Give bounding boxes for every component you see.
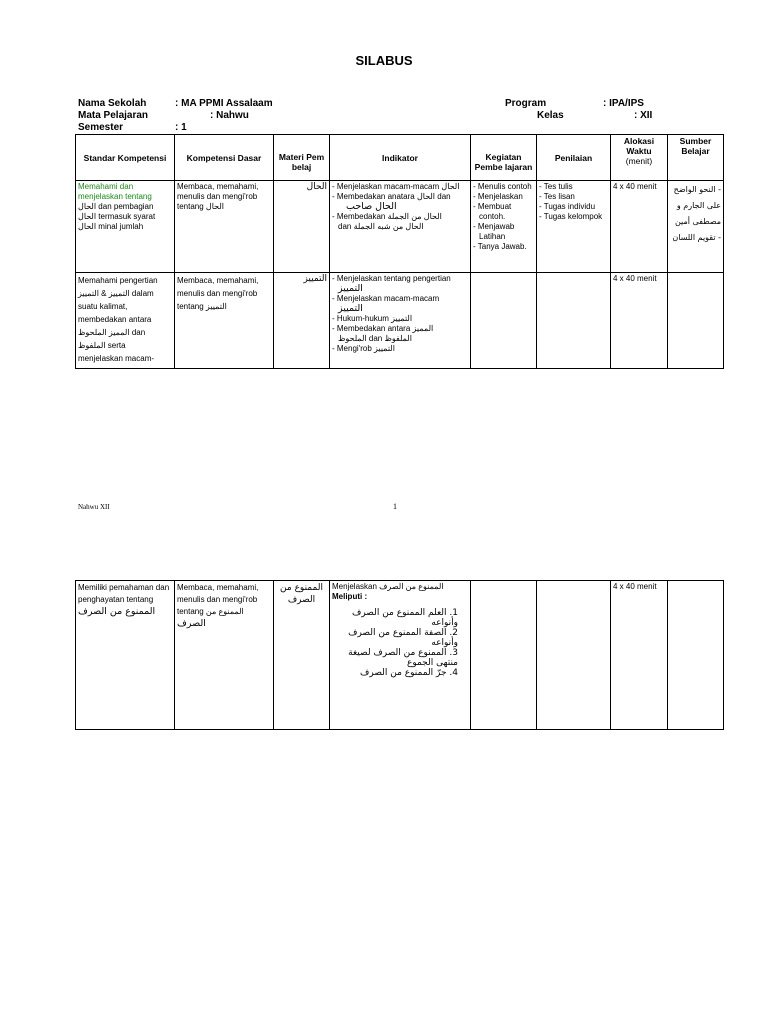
- table-row: [76, 581, 724, 730]
- sumber-line: - النحو الواضح: [673, 185, 721, 194]
- class-value: : XII: [634, 110, 653, 121]
- kegiatan-line: - Tanya Jawab.: [473, 242, 527, 251]
- school-label: Nama Sekolah: [78, 98, 147, 109]
- cell-kegiatan: [471, 181, 537, 273]
- kd-line: tentang التمييز: [177, 302, 227, 311]
- sk-line: المميز الملحوظ dan: [78, 328, 146, 337]
- cell-sumber: [668, 273, 724, 369]
- kd-line: Membaca, memahami,: [177, 583, 259, 592]
- cell-sk: [76, 181, 175, 273]
- cell-penilaian: [537, 581, 611, 730]
- sk-line: التمييز & التمييز dalam: [78, 289, 154, 298]
- table-header-row: [76, 135, 724, 181]
- sk-line: membedakan antara: [78, 315, 152, 324]
- sk-line: menjelaskan macam-: [78, 354, 155, 363]
- cell-sumber: [668, 181, 724, 273]
- subject-label: Mata Pelajaran: [78, 110, 149, 121]
- cell-alokasi: 4 x 40 menit: [611, 581, 668, 730]
- sk-line: Memiliki pemahaman dan: [78, 583, 170, 592]
- sk-line: الحال termasuk syarat: [78, 212, 156, 221]
- header-materi: Materi Pem belaj: [274, 135, 330, 181]
- sk-line: الحال minal jumlah: [78, 222, 144, 231]
- cell-sk: [76, 273, 175, 369]
- materi-line: الصرف: [287, 595, 316, 605]
- cell-kd: [175, 273, 274, 369]
- cell-indikator: [330, 273, 471, 369]
- sumber-line: على الجارم و: [676, 201, 721, 210]
- kegiatan-line: - Menjelaskan: [473, 192, 523, 201]
- cell-materi: الحال: [274, 181, 330, 273]
- indikator-line: 1. العلم الممنوع من الصرف وأنواعه: [352, 608, 458, 628]
- kegiatan-line: contoh.: [479, 212, 506, 221]
- sk-line: penghayatan tentang: [78, 595, 154, 604]
- document-title: SILABUS: [355, 53, 413, 68]
- indikator-line: الحال صاحب: [346, 201, 397, 212]
- sk-line: الممنوع من الصرف: [78, 606, 156, 617]
- sumber-line: - تقويم اللسان: [672, 233, 721, 242]
- kegiatan-line: - Membuat: [473, 202, 512, 211]
- header-sumber: Sumber Belajar: [668, 135, 724, 181]
- cell-materi: التمييز: [274, 273, 330, 369]
- sk-line: الملفوظ serta: [78, 341, 126, 350]
- header-alokasi-label: Alokasi Waktu: [623, 136, 655, 156]
- indikator-line: - Membedakan antara المميز: [332, 324, 434, 333]
- header-standar-kompetensi: Standar Kompetensi: [76, 135, 175, 181]
- kd-line: tentang الحال: [177, 202, 224, 211]
- page-number: 1: [393, 502, 397, 511]
- kd-line: tentang الممنوع من: [177, 607, 244, 616]
- kegiatan-line: - Menjawab: [473, 222, 515, 231]
- cell-kd: [175, 581, 274, 730]
- sumber-line: مصطفى أمين: [674, 217, 721, 226]
- class-label: Kelas: [537, 110, 564, 121]
- kd-line: الصرف: [177, 618, 206, 629]
- penilaian-line: - Tugas kelompok: [539, 212, 603, 221]
- penilaian-line: - Tes tulis: [539, 182, 573, 191]
- indikator-line: 4. جرّ الممنوع من الصرف: [360, 668, 458, 678]
- header-kegiatan: Kegiatan Pembe lajaran: [471, 135, 537, 181]
- cell-indikator: [330, 581, 471, 730]
- cell-penilaian: [537, 181, 611, 273]
- cell-alokasi: 4 x 40 menit: [611, 181, 668, 273]
- indikator-line: - Hukum-hukum التمييز: [332, 314, 413, 323]
- kd-line: menulis dan mengi'rob: [177, 192, 258, 201]
- syllabus-table: [75, 134, 724, 369]
- program-label: Program: [505, 98, 547, 109]
- kd-line: Membaca, memahami,: [177, 276, 259, 285]
- cell-sk: [76, 581, 175, 730]
- indikator-line: التمييز: [338, 303, 363, 314]
- indikator-line: Meliputi :: [332, 592, 368, 601]
- program-value: : IPA/IPS: [603, 98, 644, 109]
- kd-line: Membaca, memahami,: [177, 182, 259, 191]
- indikator-line: التمييز: [338, 283, 363, 294]
- indikator-line: 3. الممنوع من الصرف لصيغة منتهى الجموع: [348, 648, 458, 668]
- kd-line: menulis dan mengi'rob: [177, 289, 258, 298]
- indikator-line: - Menjelaskan tentang pengertian: [332, 274, 451, 283]
- sk-line: Memahami pengertian: [78, 276, 158, 285]
- indikator-line: - Menjelaskan macam-macam: [332, 294, 440, 303]
- indikator-line: Menjelaskan الممنوع من الصرف: [332, 582, 444, 591]
- footer-label: Nahwu XII: [78, 503, 110, 511]
- cell-sumber: [668, 581, 724, 730]
- table-row: [76, 181, 724, 273]
- kegiatan-line: - Menulis contoh: [473, 182, 532, 191]
- header-indikator: Indikator: [330, 135, 471, 181]
- sk-line: suatu kalimat,: [78, 302, 128, 311]
- cell-kegiatan: [471, 273, 537, 369]
- indikator-line: - Mengi'rob التمييز: [332, 344, 395, 353]
- indikator-line: 2. الصفة الممنوع من الصرف وأنواعه: [348, 628, 458, 648]
- kegiatan-line: Latihan: [479, 232, 506, 241]
- sk-line: Memahami dan menjelaskan tentang: [78, 182, 152, 201]
- indikator-line: - Membedakan anatara الحال dan: [332, 192, 451, 201]
- header-alokasi-unit: (menit): [625, 156, 653, 166]
- penilaian-line: - Tugas individu: [539, 202, 596, 211]
- sk-line: الحال dan pembagian: [78, 202, 154, 211]
- materi-line: الممنوع من: [280, 583, 323, 593]
- cell-penilaian: [537, 273, 611, 369]
- cell-indikator: [330, 181, 471, 273]
- cell-alokasi: 4 x 40 menit: [611, 273, 668, 369]
- semester-label: Semester: [78, 122, 124, 133]
- cell-kd: [175, 181, 274, 273]
- indikator-line: dan الحال من شبه الجملة: [338, 222, 424, 231]
- syllabus-table-continued: [75, 580, 724, 730]
- cell-materi: [274, 581, 330, 730]
- kd-line: menulis dan mengi'rob: [177, 595, 258, 604]
- cell-kegiatan: [471, 581, 537, 730]
- penilaian-line: - Tes lisan: [539, 192, 575, 201]
- semester-value: : 1: [175, 122, 187, 133]
- indikator-line: - Membedakan الحال من الجملة: [332, 212, 442, 221]
- indikator-line: - Menjelaskan macam-macam الحال: [332, 182, 460, 191]
- header-penilaian: Penilaian: [537, 135, 611, 181]
- subject-value: : Nahwu: [210, 110, 249, 121]
- header-kompetensi-dasar: Kompetensi Dasar: [175, 135, 274, 181]
- table-row: [76, 273, 724, 369]
- school-value: : MA PPMI Assalaam: [175, 98, 273, 109]
- indikator-line: الملحوظ dan الملفوظ: [338, 334, 412, 343]
- header-alokasi: [611, 135, 668, 181]
